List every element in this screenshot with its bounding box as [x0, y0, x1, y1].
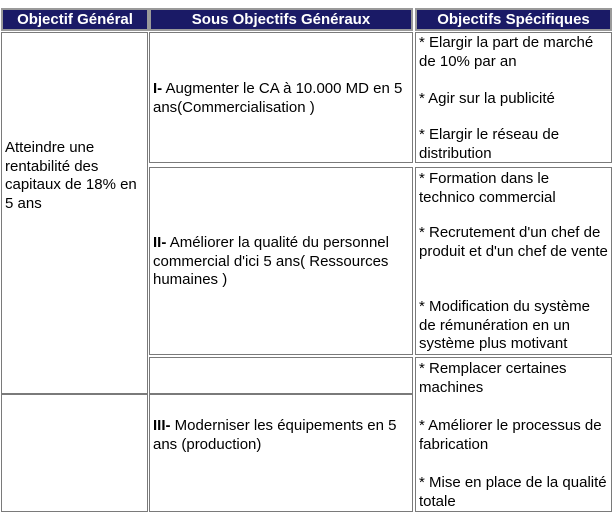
sub-objective-3: [153, 417, 411, 454]
sub-objective-2-num: II-: [153, 234, 167, 251]
specific-objective: * Remplacer certaines machines: [419, 360, 567, 396]
specific-objective: * Mise en place de la qualité totale: [419, 474, 607, 510]
sub-objective-3-num: III-: [153, 417, 171, 434]
sub-objective-1-num: I-: [153, 80, 163, 97]
specific-objective: * Elargir la part de marché de 10% par an: [419, 34, 594, 70]
header-objectifs-specifiques: Objectifs Spécifiques: [415, 8, 612, 31]
general-objective-empty-cell: [1, 394, 148, 512]
specific-objective: * Améliorer le processus de fabrication: [419, 417, 602, 453]
general-objective-text: Atteindre une rentabilité des capitaux de 18% en 5 ans: [5, 139, 137, 212]
sub-objective-cell-3-top: [149, 357, 413, 394]
sub-objective-3-text: Moderniser les équipements en 5 ans (production): [153, 417, 397, 453]
sub-objective-2-text: Améliorer la qualité du personnel commercial d'ici 5 ans( Ressources humaines ): [153, 234, 389, 288]
sub-objective-1: [153, 80, 411, 117]
sub-objective-2: [153, 234, 411, 290]
general-objective-cell: [1, 32, 148, 394]
header-sous-objectifs: Sous Objectifs Généraux: [149, 8, 413, 31]
specific-objective: * Elargir le réseau de distribution: [419, 126, 560, 162]
header-objectif-general: Objectif Général: [1, 8, 149, 31]
sub-objective-1-text: Augmenter le CA à 10.000 MD en 5 ans(Commercialisation ): [153, 80, 403, 116]
specific-objective: * Modification du système de rémunération en un système plus motivant: [419, 298, 590, 352]
specific-objective: * Agir sur la publicité: [419, 90, 555, 107]
specific-objective: * Formation dans le technico commercial: [419, 170, 556, 206]
specific-objective: * Recrutement d'un chef de produit et d'un chef de vente: [419, 224, 608, 260]
